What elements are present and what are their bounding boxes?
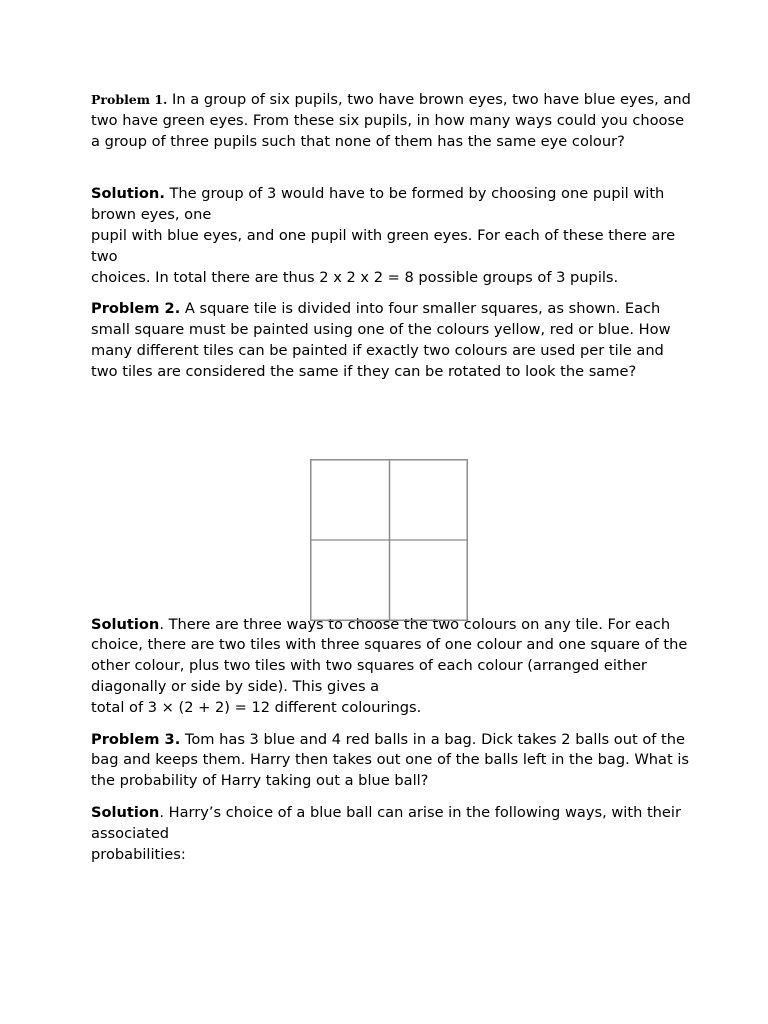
solution-2 (91, 615, 691, 719)
solution-1-line-3: choices. In total there are thus 2 x 2 x 2 = 8 possible groups of 3 pupils. (91, 268, 619, 286)
problem-1 (91, 90, 691, 152)
solution-3-label: Solution (91, 803, 160, 821)
problem-3-label: Problem 3. (91, 730, 181, 748)
problem-1-label: Problem 1 (91, 92, 164, 107)
problem-1-text: In a group of six pupils, two have brown eyes, two have blue eyes, and two have green eyes. From these six pupils, in how many ways could you choose a group of three pupils such that none of them has the same eye colour? (91, 91, 691, 150)
solution-1-text-1: The group of 3 would have to be formed by choosing one pupil with brown eyes, one (91, 185, 665, 224)
solution-1-line-2: pupil with blue eyes, and one pupil with green eyes. For each of these there are two (91, 226, 676, 265)
tile-grid-svg (310, 459, 468, 621)
square-tile-figure (310, 459, 468, 621)
problem-2 (91, 299, 691, 382)
solution-1-line-1 (91, 184, 691, 226)
solution-2-text-1: . There are three ways to choose the two colours on any tile. For each choice, there are two tiles with three squares of one colour and one square of the other colour, plus two tiles with two squares of each colour (arranged either diagonally or side by side). This gives a (91, 615, 688, 695)
solution-3-text-1: . Harry’s choice of a blue ball can arise in the following ways, with their associated (91, 803, 681, 842)
solution-1-label: Solution. (91, 185, 165, 203)
solution-2-line-2: total of 3 × (2 + 2) = 12 different colourings. (91, 698, 422, 716)
solution-2-line-1 (91, 615, 691, 698)
problem-1-label-suffix: . (163, 92, 168, 107)
solution-3-line-2: probabilities: (91, 845, 186, 863)
problem-3-text: Tom has 3 blue and 4 red balls in a bag. Dick takes 2 balls out of the bag and keeps them. Harry then takes out one of the balls left in the bag. What is the probability of Harry taking out a blue ball? (91, 730, 690, 790)
problem-3 (91, 730, 691, 792)
solution-3-line-1 (91, 803, 691, 845)
problem-2-label: Problem 2. (91, 300, 181, 318)
solution-1 (91, 184, 691, 288)
solution-2-label: Solution (91, 615, 160, 633)
problem-2-text: A square tile is divided into four smaller squares, as shown. Each small square must be painted using one of the colours yellow, red or blue. How many different tiles can be painted if exactly two colours are used per tile and two tiles are considered the same if they can be rotated to look the same? (91, 300, 671, 380)
solution-3 (91, 803, 691, 865)
